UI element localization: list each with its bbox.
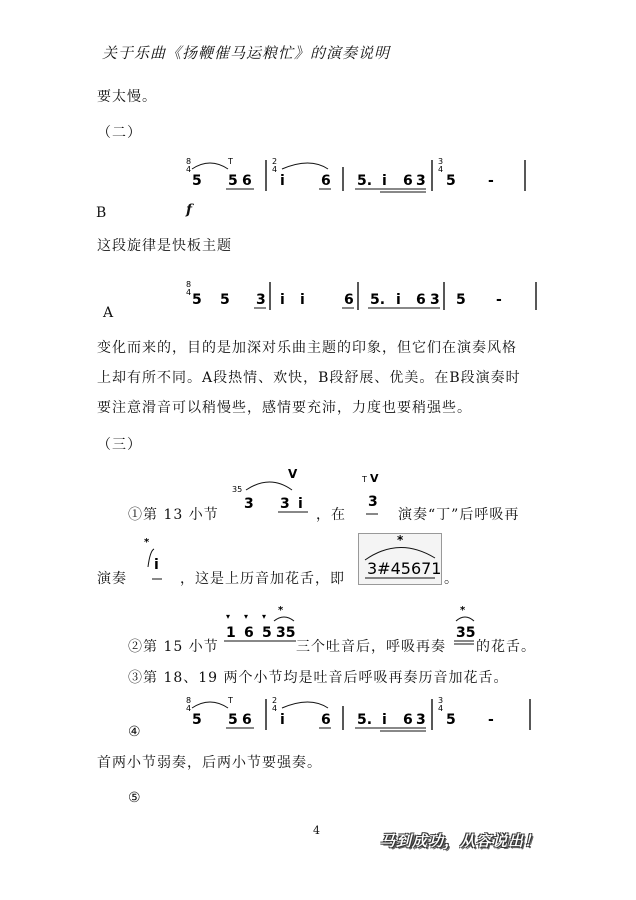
svg-text:4: 4 bbox=[186, 704, 192, 713]
note: 6 bbox=[242, 173, 252, 189]
document-header: 关于乐曲《扬鞭催马运粮忙》的演奏说明 bbox=[102, 44, 391, 62]
note: 5 bbox=[446, 173, 456, 189]
svg-text:8: 8 bbox=[186, 157, 192, 166]
svg-text:*: * bbox=[397, 534, 404, 547]
note: 6 bbox=[403, 712, 413, 728]
svg-text:▾: ▾ bbox=[226, 612, 231, 621]
note: 6 bbox=[344, 292, 354, 308]
svg-text:4: 4 bbox=[272, 704, 278, 713]
note: i bbox=[382, 173, 387, 189]
note: 5. bbox=[370, 292, 386, 308]
note: 3 bbox=[416, 173, 426, 189]
svg-text:*: * bbox=[144, 537, 150, 548]
note: 3 bbox=[416, 712, 426, 728]
note: 3 bbox=[244, 496, 254, 512]
paragraph-line: 要注意滑音可以稍慢些，感情要充沛，力度也要稍强些。 bbox=[97, 400, 472, 416]
section-heading: （二） bbox=[97, 125, 142, 141]
notation-line-4 bbox=[180, 694, 550, 744]
item-1-text: ，在 bbox=[316, 507, 346, 523]
note: 35 bbox=[456, 625, 476, 641]
note: 5 bbox=[228, 173, 238, 189]
notation-trill-note bbox=[142, 535, 172, 585]
note: 6 bbox=[242, 712, 252, 728]
page-number: 4 bbox=[313, 824, 321, 837]
note: 35 bbox=[276, 625, 296, 641]
text-line: 这段旋律是快板主题 bbox=[97, 238, 232, 254]
svg-text:8: 8 bbox=[186, 280, 192, 289]
svg-text:▾: ▾ bbox=[244, 612, 249, 621]
note: 5 bbox=[456, 292, 466, 308]
tongue-mark: T bbox=[362, 475, 367, 484]
tongue-mark: T bbox=[228, 696, 233, 705]
breath-mark: V bbox=[288, 467, 298, 481]
item-2-text: ②第 15 小节 bbox=[128, 639, 219, 655]
note: 6 bbox=[416, 292, 426, 308]
label-b: B bbox=[96, 205, 108, 221]
notation-m13-note bbox=[360, 470, 390, 525]
dynamic-mark: f bbox=[186, 202, 194, 218]
text-line: 要太慢。 bbox=[97, 89, 157, 105]
notation-inset-image bbox=[358, 533, 442, 585]
note: 5. bbox=[357, 712, 373, 728]
note: i bbox=[298, 496, 303, 512]
item-2-text: 三个吐音后，呼吸再奏 bbox=[296, 639, 446, 655]
svg-text:8: 8 bbox=[186, 696, 192, 705]
svg-text:2: 2 bbox=[272, 157, 278, 166]
svg-text:4: 4 bbox=[186, 288, 192, 297]
note: i bbox=[280, 173, 285, 189]
note: i bbox=[396, 292, 401, 308]
item-1-text: ，这是上历音加花舌，即 bbox=[180, 571, 345, 587]
item-3-text: ③第 18、19 两个小节均是吐音后呼吸再奏历音加花舌。 bbox=[128, 670, 509, 686]
svg-text:35: 35 bbox=[232, 485, 243, 494]
note: 5 bbox=[192, 173, 202, 189]
item-1-text: 。 bbox=[444, 571, 459, 587]
breath-mark: V bbox=[370, 472, 379, 485]
note: 1 bbox=[226, 625, 236, 641]
svg-text:3: 3 bbox=[438, 157, 444, 166]
tongue-mark: T bbox=[228, 157, 233, 166]
section-heading: （三） bbox=[97, 437, 142, 453]
label-a: A bbox=[103, 305, 115, 321]
notation-line-a bbox=[180, 278, 550, 328]
svg-text:4: 4 bbox=[438, 704, 444, 713]
note: 5 bbox=[228, 712, 238, 728]
note: 6 bbox=[244, 625, 254, 641]
svg-text:3: 3 bbox=[438, 696, 444, 705]
note: 5 bbox=[192, 712, 202, 728]
note: 3 bbox=[430, 292, 440, 308]
svg-text:*: * bbox=[278, 605, 284, 616]
note: - bbox=[488, 173, 494, 189]
note: 5. bbox=[357, 173, 373, 189]
note: 5 bbox=[446, 712, 456, 728]
note: 6 bbox=[321, 173, 331, 189]
svg-text:4: 4 bbox=[272, 165, 278, 174]
note: 5 bbox=[262, 625, 272, 641]
note: - bbox=[496, 292, 502, 308]
svg-text:4: 4 bbox=[186, 165, 192, 174]
item-4-text: ④ bbox=[128, 724, 142, 740]
notation-m15 bbox=[222, 605, 302, 660]
item-4-text: 首两小节弱奏，后两小节要强奏。 bbox=[97, 755, 322, 771]
paragraph-line: 变化而来的，目的是加深对乐曲主题的印象，但它们在演奏风格 bbox=[97, 340, 517, 356]
paragraph-line: 上却有所不同。A段热情、欢快，B段舒展、优美。在B段演奏时 bbox=[97, 370, 521, 386]
note: 6 bbox=[403, 173, 413, 189]
svg-text:*: * bbox=[460, 605, 466, 616]
note: i bbox=[382, 712, 387, 728]
notation-m13 bbox=[230, 467, 320, 525]
note: i bbox=[300, 292, 305, 308]
note: i bbox=[280, 712, 285, 728]
note: 5 bbox=[220, 292, 230, 308]
inset-notation-text: 3#45671 bbox=[367, 559, 441, 578]
note: i bbox=[154, 557, 159, 573]
item-5-text: ⑤ bbox=[128, 790, 142, 806]
note: 3 bbox=[256, 292, 266, 308]
note: - bbox=[488, 712, 494, 728]
note: i bbox=[280, 292, 285, 308]
item-2-text: 的花舌。 bbox=[476, 639, 536, 655]
item-1-text: ①第 13 小节 bbox=[128, 507, 219, 523]
notation-line-b bbox=[180, 155, 550, 205]
item-1-text: 演奏 bbox=[97, 571, 127, 587]
note: 3 bbox=[280, 496, 290, 512]
svg-text:4: 4 bbox=[438, 165, 444, 174]
note: 3 bbox=[368, 494, 378, 510]
svg-text:2: 2 bbox=[272, 696, 278, 705]
item-1-text: 演奏“丁”后呼吸再 bbox=[398, 507, 520, 523]
footer-slogan: 马到成功，从容说出！ bbox=[380, 832, 541, 850]
note: 5 bbox=[192, 292, 202, 308]
note: 6 bbox=[321, 712, 331, 728]
svg-text:▾: ▾ bbox=[262, 612, 267, 621]
